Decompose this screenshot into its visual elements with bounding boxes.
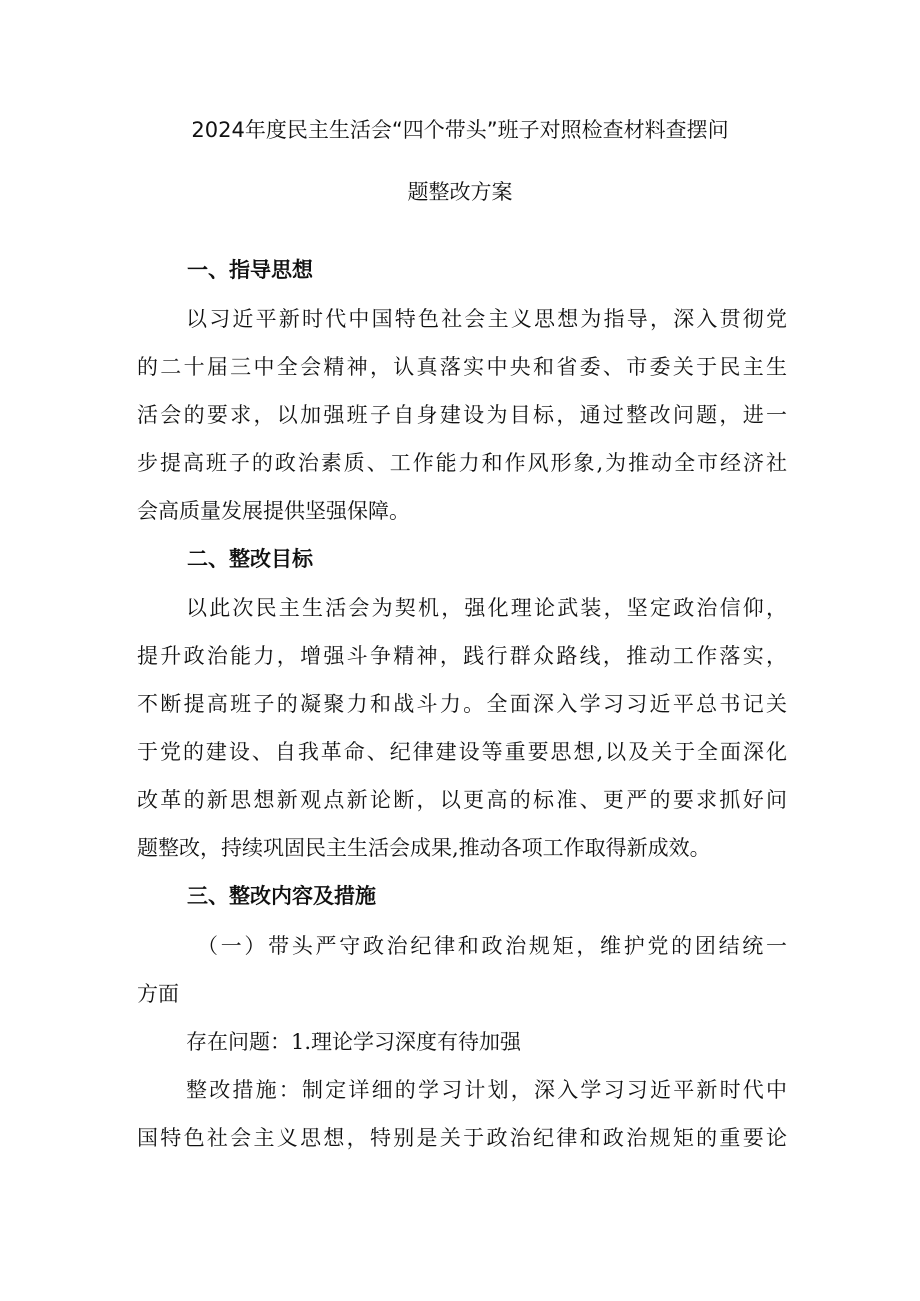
paragraph-line: 不断提高班子的凝聚力和战斗力。全面深入学习习近平总书记关	[137, 692, 787, 716]
paragraph-line: 步提高班子的政治素质、工作能力和作风形象,为推动全市经济社	[137, 451, 787, 475]
paragraph-line: 以此次民主生活会为契机，强化理论武装，坚定政治信仰，	[186, 596, 787, 620]
measure-line: 整改措施：制定详细的学习计划，深入学习习近平新时代中	[186, 1078, 787, 1102]
paragraph-line: 以习近平新时代中国特色社会主义思想为指导，深入贯彻党	[186, 307, 787, 331]
document-title-line-1: 2024年度民主生活会“四个带头”班子对照检查材料查摆问	[191, 118, 729, 142]
paragraph-line: 的二十届三中全会精神，认真落实中央和省委、市委关于民主生	[137, 355, 787, 379]
paragraph-line: 会高质量发展提供坚强保障。	[137, 499, 410, 523]
paragraph-line: 活会的要求，以加强班子自身建设为目标，通过整改问题，进一	[137, 403, 787, 427]
measure-line: 国特色社会主义思想，特别是关于政治纪律和政治规矩的重要论	[137, 1126, 787, 1150]
problem-line: 存在问题：1.理论学习深度有待加强	[186, 1030, 522, 1054]
subsection-heading-line: （一）带头严守政治纪律和政治规矩，维护党的团结统一	[197, 934, 787, 958]
paragraph-line: 改革的新思想新观点新论断，以更高的标准、更严的要求抓好问	[137, 788, 787, 812]
paragraph-line: 题整改，持续巩固民主生活会成果,推动各项工作取得新成效。	[137, 836, 711, 860]
paragraph-line: 于党的建设、自我革命、纪律建设等重要思想,以及关于全面深化	[137, 740, 787, 764]
section-heading-rectification-goals: 二、整改目标	[187, 547, 313, 571]
section-heading-guiding-ideology: 一、指导思想	[187, 258, 313, 282]
subsection-heading-line: 方面	[137, 982, 179, 1006]
section-heading-content-and-measures: 三、整改内容及措施	[187, 884, 376, 908]
paragraph-line: 提升政治能力，增强斗争精神，践行群众路线，推动工作落实，	[137, 644, 787, 668]
document-title-line-2: 题整改方案	[407, 180, 513, 204]
